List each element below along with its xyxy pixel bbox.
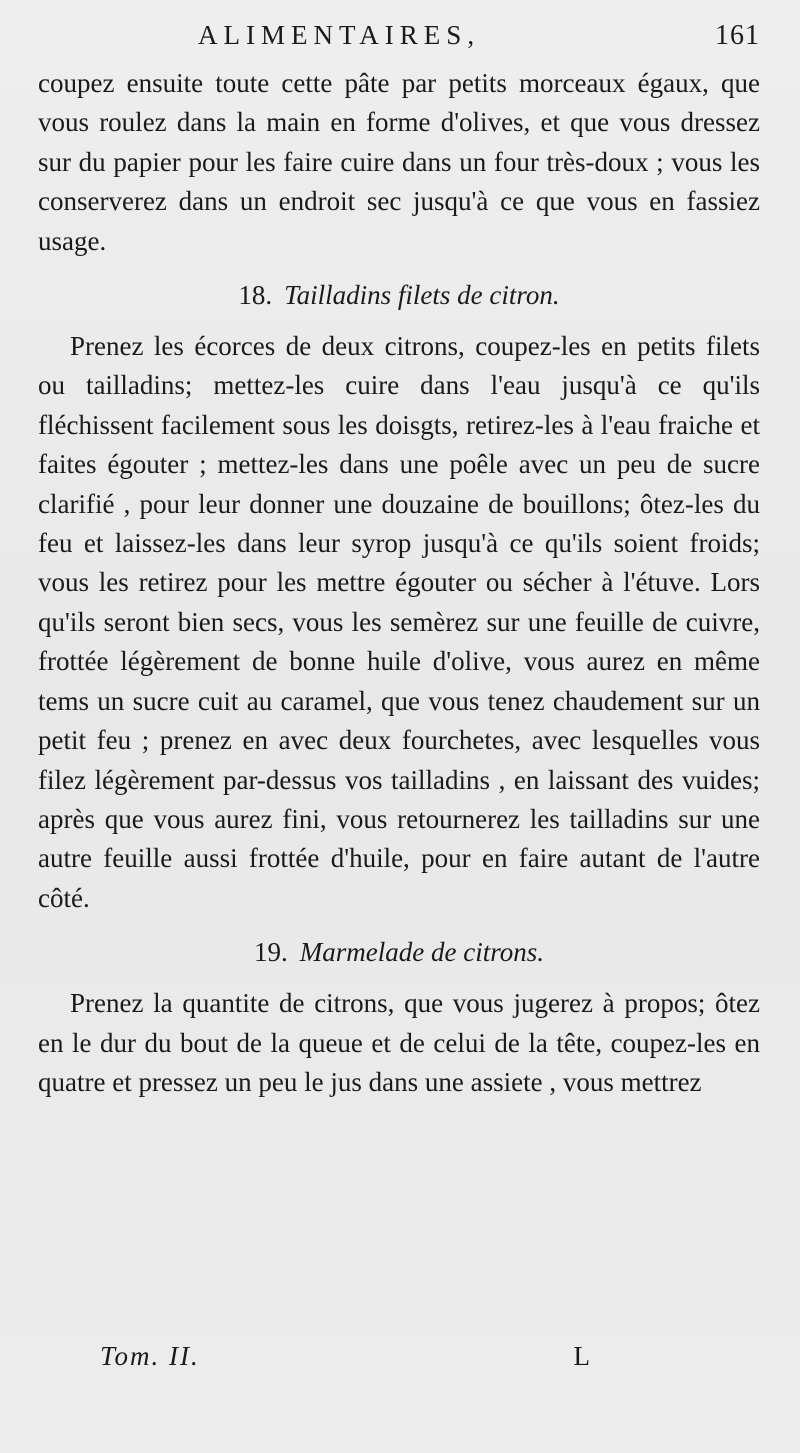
page-number: 161 <box>715 20 760 51</box>
section-heading-19 <box>38 932 760 972</box>
running-title: ALIMENTAIRES, <box>198 20 481 50</box>
section-number: 18. <box>238 280 273 311</box>
section-body-19: Prenez la quantite de citrons, que vous jugerez à propos; ôtez en le dur du bout de la queue et de celui de la tête, coupez-les en quatre et pressez un peu le jus dans une assiete , vous mettrez <box>38 988 760 1097</box>
section-body-18: Prenez les écorces de deux citrons, coupez-les en petits filets ou tailladins; mettez-les cuire dans l'eau jusqu'à ce qu'ils fléchissent facilement sous les doisgts, retirez-les à l'eau fraiche et faites égouter ; mettez-les dans une poêle avec un peu de sucre clarifié , pour leur donner une douzaine de bouillons; ôtez-les du feu et laissez-les dans leur syrop jusqu'à ce qu'ils soient froids; vous les retirez pour les mettre égouter ou sécher à l'étuve. Lors qu'ils seront bien secs, vous les semèrez sur une feuille de cuivre, frottée légèrement de bonne huile d'olive, vous aurez en même tems un sucre cuit au caramel, que vous tenez chaudement sur un petit feu ; prenez en avec deux fourchetes, avec lesquelles vous filez légèrement par-dessus vos tailladins , en laissant des vuides; après que vous aurez fini, vous retournerez les tailladins sur une autre feuille aussi frottée d'huile, pour en faire autant de l'autre côté. <box>38 331 760 913</box>
page-footer <box>100 1341 592 1372</box>
continued-paragraph: coupez ensuite toute cette pâte par petits morceaux égaux, que vous roulez dans la main en forme d'olives, et que vous dressez sur du papier pour les faire cuire dans un four très-doux ; vous les conserverez dans un endroit sec jusqu'à ce que vous en fassiez usage. <box>38 68 760 256</box>
volume-mark: Tom. II. <box>100 1341 200 1371</box>
section-title: Tailladins filets de citron. <box>284 280 560 311</box>
running-head <box>38 20 760 64</box>
section-number: 19. <box>254 937 288 968</box>
section-title: Marmelade de citrons. <box>299 937 544 968</box>
section-heading-18 <box>38 275 760 315</box>
signature-mark: L <box>573 1341 592 1371</box>
